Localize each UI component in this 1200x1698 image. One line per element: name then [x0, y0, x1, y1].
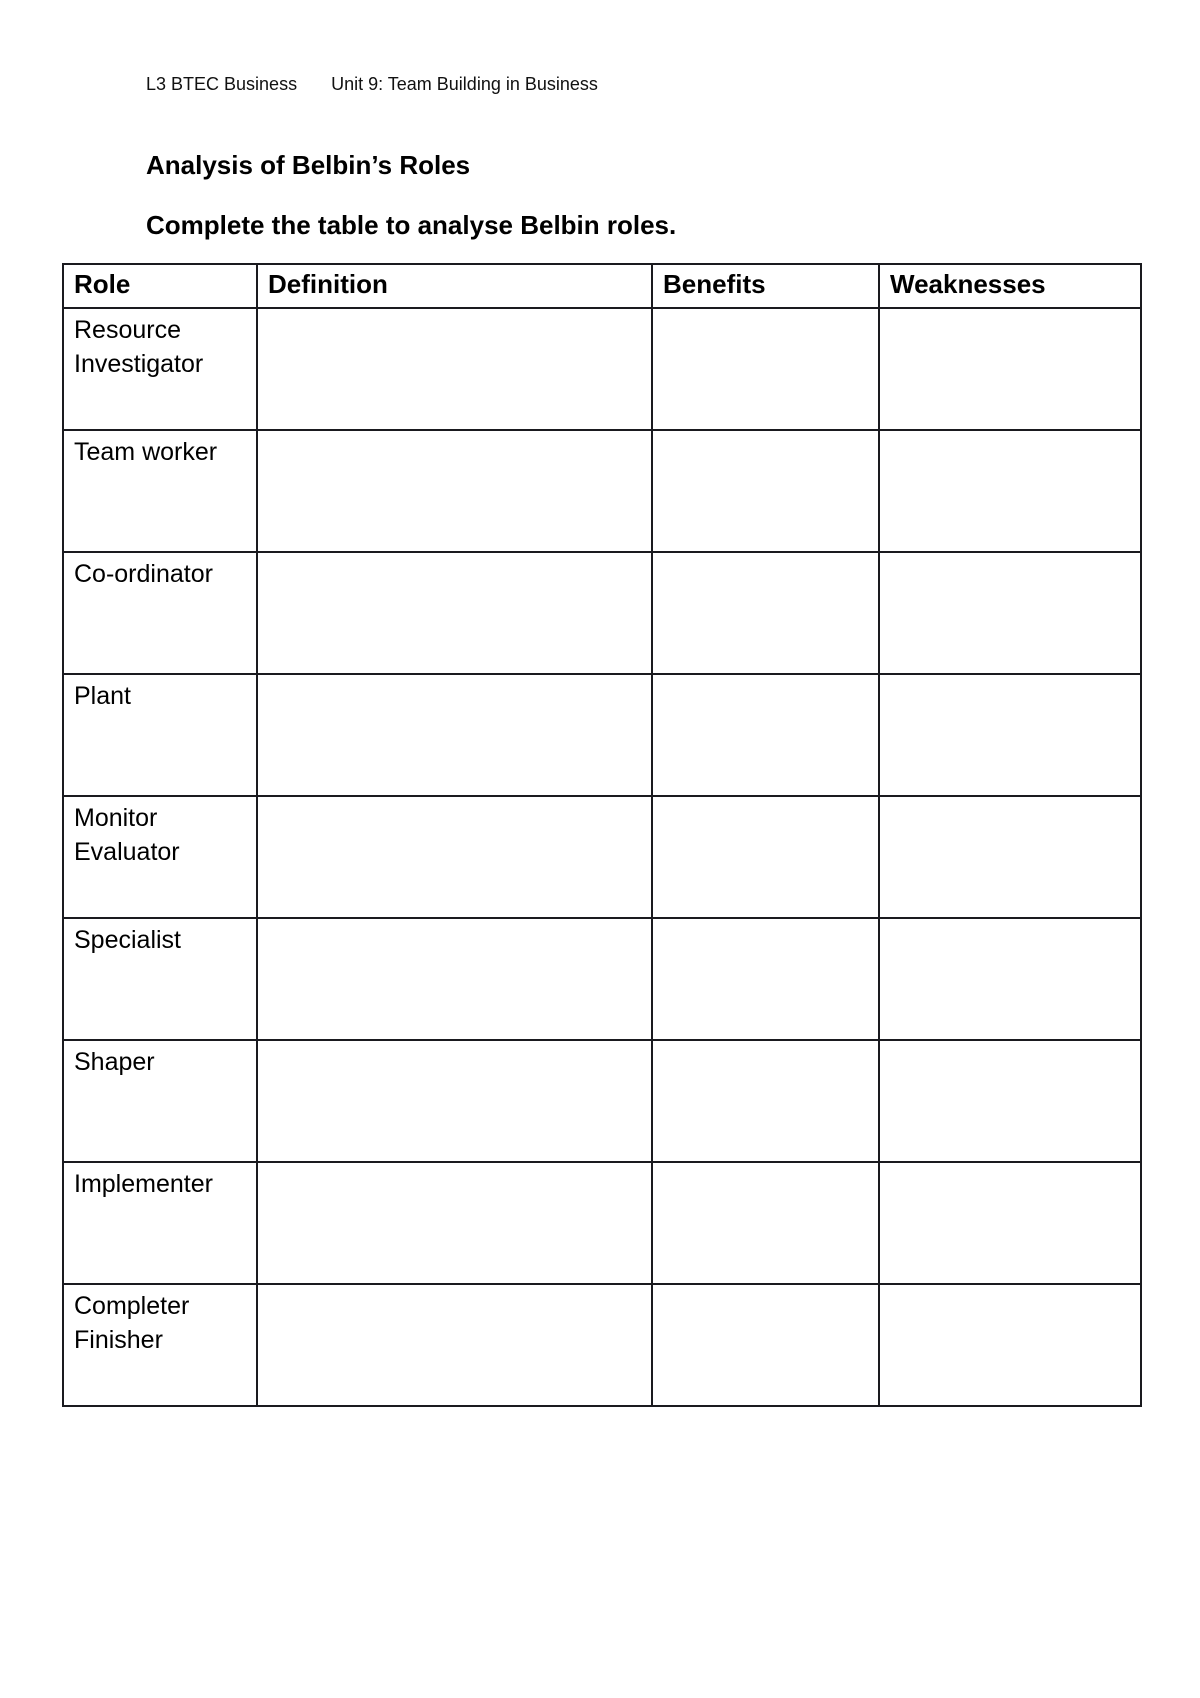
table-row [63, 430, 1141, 552]
table-row [63, 1040, 1141, 1162]
table-row [63, 918, 1141, 1040]
benefits-cell[interactable] [652, 308, 879, 430]
unit-name: Unit 9: Team Building in Business [331, 74, 598, 94]
column-header-weaknesses: Weaknesses [879, 264, 1141, 308]
benefits-cell[interactable] [652, 1284, 879, 1406]
definition-cell[interactable] [257, 796, 652, 918]
instruction-text: Complete the table to analyse Belbin roles. [146, 210, 677, 240]
benefits-cell[interactable] [652, 552, 879, 674]
column-header-definition: Definition [257, 264, 652, 308]
role-cell: Specialist [63, 918, 257, 1040]
role-cell: Monitor Evaluator [63, 796, 257, 918]
weaknesses-cell[interactable] [879, 918, 1141, 1040]
definition-cell[interactable] [257, 552, 652, 674]
definition-cell[interactable] [257, 674, 652, 796]
benefits-cell[interactable] [652, 674, 879, 796]
role-cell: Completer Finisher [63, 1284, 257, 1406]
weaknesses-cell[interactable] [879, 1284, 1141, 1406]
table-row [63, 796, 1141, 918]
table-row [63, 1162, 1141, 1284]
definition-cell[interactable] [257, 308, 652, 430]
table-row [63, 1284, 1141, 1406]
belbin-roles-table [62, 263, 1142, 1407]
definition-cell[interactable] [257, 918, 652, 1040]
table-row [63, 674, 1141, 796]
course-name: L3 BTEC Business [146, 74, 298, 94]
role-cell: Shaper [63, 1040, 257, 1162]
role-cell: Team worker [63, 430, 257, 552]
role-cell: Implementer [63, 1162, 257, 1284]
weaknesses-cell[interactable] [879, 430, 1141, 552]
weaknesses-cell[interactable] [879, 1040, 1141, 1162]
table-row [63, 308, 1141, 430]
benefits-cell[interactable] [652, 430, 879, 552]
definition-cell[interactable] [257, 1162, 652, 1284]
column-header-role: Role [63, 264, 257, 308]
weaknesses-cell[interactable] [879, 308, 1141, 430]
benefits-cell[interactable] [652, 1162, 879, 1284]
column-header-benefits: Benefits [652, 264, 879, 308]
weaknesses-cell[interactable] [879, 796, 1141, 918]
definition-cell[interactable] [257, 430, 652, 552]
role-cell: Plant [63, 674, 257, 796]
role-cell: Resource Investigator [63, 308, 257, 430]
definition-cell[interactable] [257, 1040, 652, 1162]
weaknesses-cell[interactable] [879, 552, 1141, 674]
running-header [146, 74, 632, 95]
table-header-row [63, 264, 1141, 308]
page-title: Analysis of Belbin’s Roles [146, 150, 471, 180]
benefits-cell[interactable] [652, 796, 879, 918]
weaknesses-cell[interactable] [879, 674, 1141, 796]
role-cell: Co-ordinator [63, 552, 257, 674]
benefits-cell[interactable] [652, 1040, 879, 1162]
table-row [63, 552, 1141, 674]
benefits-cell[interactable] [652, 918, 879, 1040]
weaknesses-cell[interactable] [879, 1162, 1141, 1284]
definition-cell[interactable] [257, 1284, 652, 1406]
